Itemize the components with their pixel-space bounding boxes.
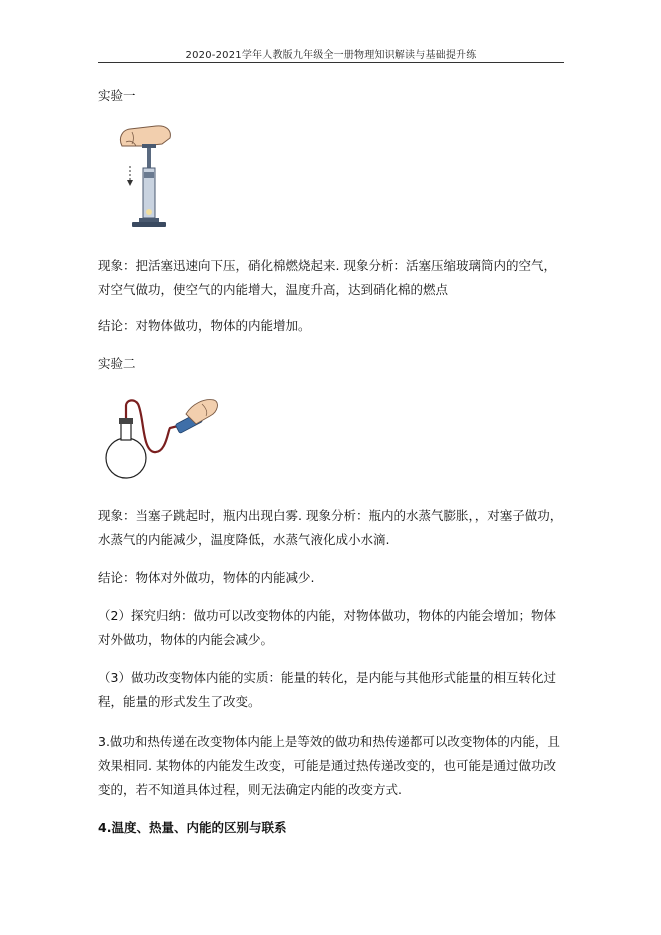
experiment1-conclusion: 结论：对物体做功，物体的内能增加。 bbox=[98, 318, 311, 333]
summary-3: （3）做功改变物体内能的实质：能量的转化，是内能与其他形式能量的相互转化过程，能量的形式发生了改变。 bbox=[98, 670, 556, 709]
experiment2-heading: 实验二 bbox=[98, 356, 136, 371]
flask-pump-illustration bbox=[104, 390, 222, 486]
experiment1-phenomenon: 现象：把活塞迅速向下压，硝化棉燃烧起来. 现象分析：活塞压缩玻璃筒内的空气，对空气做功，使空气的内能增大，温度升高，达到硝化棉的燃点 bbox=[98, 258, 556, 297]
header-rule bbox=[98, 62, 564, 63]
experiment1-heading: 实验一 bbox=[98, 88, 136, 103]
experiment2-phenomenon: 现象：当塞子跳起时，瓶内出现白雾. 现象分析：瓶内的水蒸气膨胀，，对塞子做功，水蒸气的内能减少，温度降低，水蒸气液化成小水滴. bbox=[98, 508, 563, 547]
page-header: 2020-2021学年人教版九年级全一册物理知识解读与基础提升练 bbox=[185, 50, 477, 61]
experiment2-conclusion: 结论：物体对外做功，物体的内能减少. bbox=[98, 570, 315, 585]
point-3: 3.做功和热传递在改变物体内能上是等效的做功和热传递都可以改变物体的内能，且效果相同. 某物体的内能发生改变，可能是通过热传递改变的，也可能是通过做功改变的，若不知道具体过程，则无法确定内能的改变方式. bbox=[98, 734, 560, 797]
point-4-heading: 4.温度、热量、内能的区别与联系 bbox=[98, 820, 287, 835]
fire-syringe-illustration bbox=[112, 120, 182, 235]
summary-2: （2）探究归纳：做功可以改变物体的内能，对物体做功，物体的内能会增加；物体对外做功，物体的内能会减少。 bbox=[98, 608, 556, 647]
